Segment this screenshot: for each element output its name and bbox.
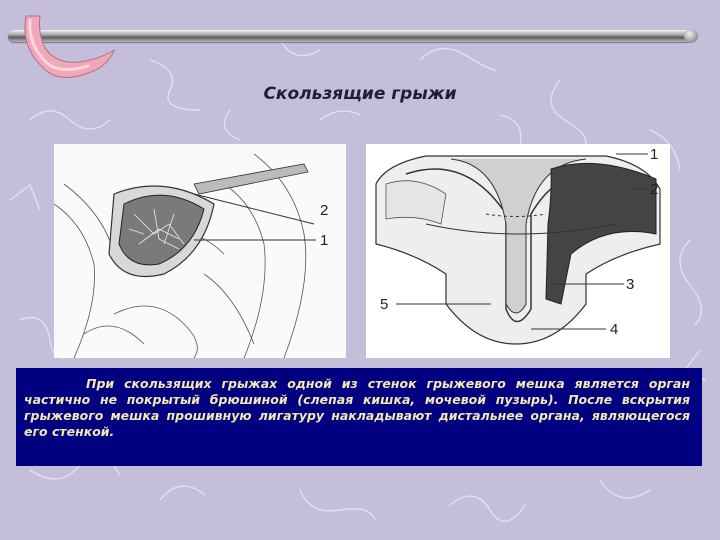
figure-right-label-3: 3: [626, 276, 635, 293]
bar-end-cap: [684, 29, 698, 43]
figure-right-label-5: 5: [380, 296, 389, 313]
slide-title: Скользящие грыжи: [263, 84, 457, 104]
pink-hook-logo: [18, 10, 118, 90]
figure-right-label-2: 2: [650, 181, 659, 198]
hernia-sac-drawing: [54, 144, 346, 358]
figure-left-label-1: 1: [320, 232, 329, 249]
sliding-hernia-cross-section: [366, 144, 670, 358]
description-box: [16, 368, 702, 466]
figure-right-label-1: 1: [650, 146, 659, 163]
figure-left-label-2: 2: [320, 202, 329, 219]
cross-section-diagram-right: [366, 144, 670, 358]
surgical-illustration-left: [54, 144, 346, 358]
figure-right-label-4: 4: [610, 321, 619, 338]
description-text: При скользящих грыжах одной из стенок грыжевого мешка является орган частично не покрытый брюшиной (слепая кишка, мочевой пузырь). После вскрытия грыжевого мешка прошивную лигатуру накладывают дистальнее органа, являющегося его стенкой.: [24, 376, 690, 439]
